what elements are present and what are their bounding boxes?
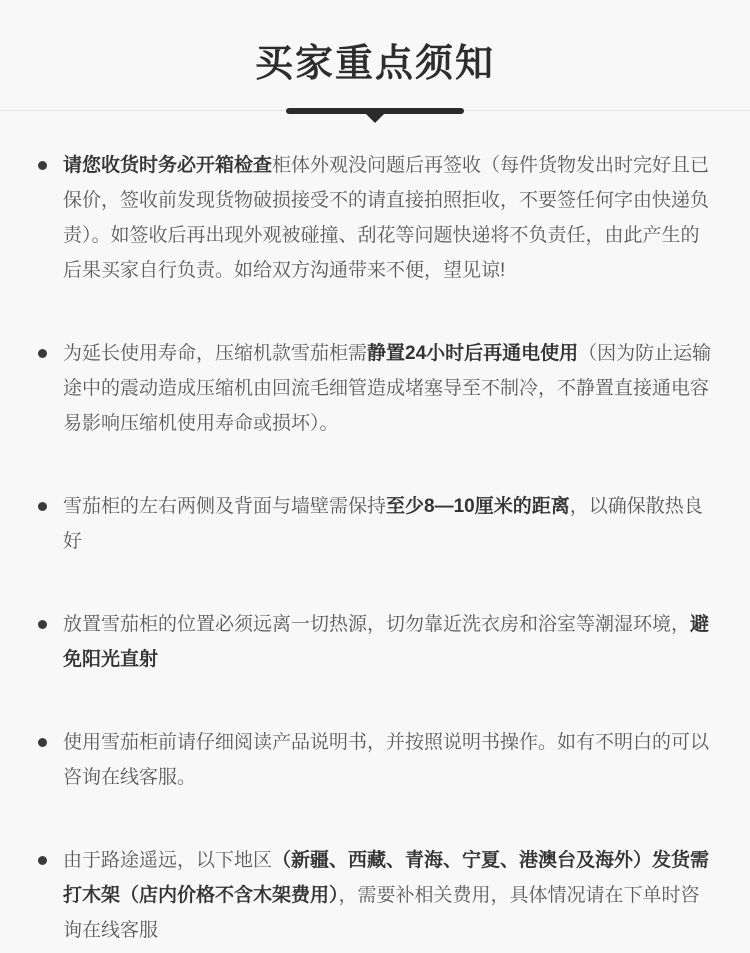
notice-item <box>63 843 718 948</box>
bullet-icon <box>38 620 47 629</box>
notice-text-segment: 雪茄柜的左右两侧及背面与墙壁需保持 <box>63 496 387 517</box>
notice-text <box>63 607 718 677</box>
page-title: 买家重点须知 <box>254 43 495 85</box>
notice-text-segment: 使用雪茄柜前请仔细阅读产品说明书，并按照说明书操作。如有不明白的可以咨询在线客服。 <box>63 732 710 788</box>
notice-text-segment: （因为防止运输途中的震动造成压缩机由回流毛细管造成堵塞导至不制冷，不静置直接通电容易影响压缩机使用寿命或损坏）。 <box>63 343 712 434</box>
title-divider <box>0 110 750 111</box>
bullet-icon <box>38 502 47 511</box>
notice-text <box>63 148 718 288</box>
notice-item <box>63 336 718 441</box>
bullet-icon <box>38 738 47 747</box>
notice-text-segment: ，需要补相关费用，具体情况请在下单时咨询在线客服 <box>63 885 700 941</box>
notice-text-bold-segment: 至少8—10厘米的距离 <box>386 496 570 517</box>
notice-text-bold-segment: 请您收货时务必开箱检查 <box>63 155 273 176</box>
notice-item <box>63 725 718 795</box>
notice-text-bold-segment: 避免阳光直射 <box>63 614 710 670</box>
notice-item <box>63 489 718 559</box>
notice-list <box>0 111 750 948</box>
notice-text-segment: 为延长使用寿命，压缩机款雪茄柜需 <box>63 343 368 364</box>
notice-text-segment: 柜体外观没问题后再签收（每件货物发出时完好且已保价，签收前发现货物破损接受不的请直接拍照拒收，不要签任何字由快递负责）。如签收后再出现外观被碰撞、刮花等问题快递将不负责任，由此产生的后果买家自行负责。如给双方沟通带来不便，望见谅! <box>63 155 710 281</box>
triangle-down-icon <box>366 114 384 123</box>
notice-item <box>63 607 718 677</box>
notice-text <box>63 843 718 948</box>
notice-text <box>63 336 718 441</box>
notice-text <box>63 489 718 559</box>
bullet-icon <box>38 856 47 865</box>
notice-text <box>63 725 718 795</box>
notice-text-segment: 放置雪茄柜的位置必须远离一切热源，切勿靠近洗衣房和浴室等潮湿环境， <box>63 614 691 635</box>
bullet-icon <box>38 161 47 170</box>
notice-text-segment: 由于路途遥远，以下地区 <box>63 850 273 871</box>
notice-text-bold-segment: 静置24小时后再通电使用 <box>367 343 579 364</box>
bullet-icon <box>38 349 47 358</box>
notice-text-bold-segment: （新疆、西藏、青海、宁夏、港澳台及海外）发货需打木架（店内价格不含木架费用） <box>63 850 710 906</box>
notice-text-segment: ，以确保散热良好 <box>63 496 703 552</box>
notice-item <box>63 148 718 288</box>
